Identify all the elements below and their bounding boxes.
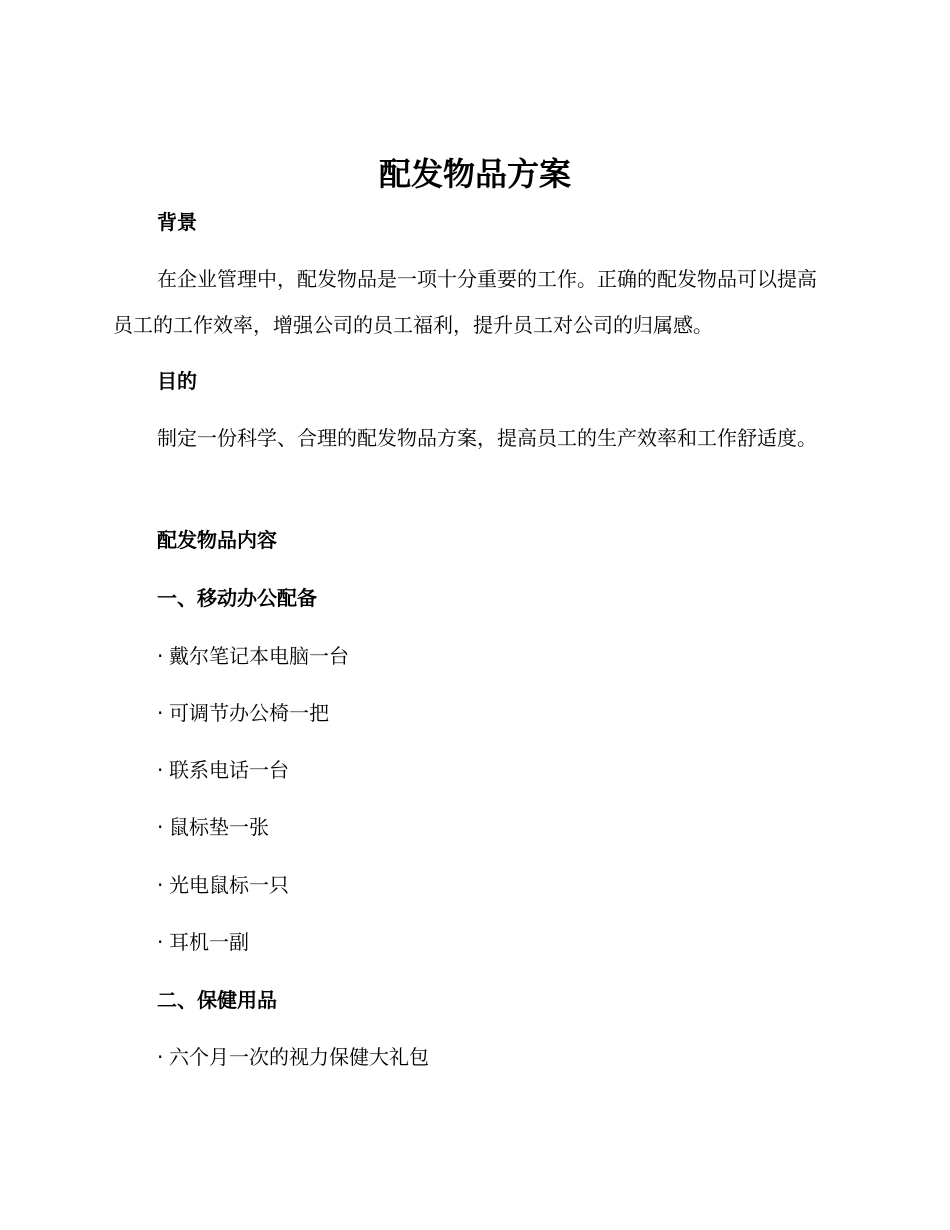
list-item	[157, 1042, 429, 1072]
bullet-icon: ·	[157, 1045, 164, 1069]
list-item	[157, 698, 329, 728]
list-item-text: 可调节办公椅一把	[169, 701, 329, 725]
list-item-text: 戴尔笔记本电脑一台	[169, 644, 349, 668]
list-item	[157, 870, 289, 900]
paragraph-purpose: 制定一份科学、合理的配发物品方案，提高员工的生产效率和工作舒适度。	[157, 426, 817, 450]
list-item-text: 鼠标垫一张	[169, 815, 269, 839]
list-item-text: 光电鼠标一只	[169, 873, 289, 897]
section-heading-background: 背景	[157, 210, 197, 234]
page-title: 配发物品方案	[378, 155, 571, 193]
subsection-heading-health: 二、保健用品	[157, 988, 277, 1012]
bullet-icon: ·	[157, 873, 164, 897]
list-item	[157, 812, 269, 842]
list-item	[157, 641, 349, 671]
list-item-text: 耳机一副	[169, 930, 249, 954]
list-item-text: 联系电话一台	[169, 758, 289, 782]
bullet-icon: ·	[157, 930, 164, 954]
section-heading-purpose: 目的	[157, 369, 197, 393]
section-heading-content: 配发物品内容	[157, 528, 277, 552]
bullet-icon: ·	[157, 815, 164, 839]
list-item	[157, 755, 289, 785]
subsection-heading-mobile-office: 一、移动办公配备	[157, 586, 317, 610]
bullet-icon: ·	[157, 644, 164, 668]
paragraph-background: 在企业管理中，配发物品是一项十分重要的工作。正确的配发物品可以提高员工的工作效率，增强公司的员工福利，提升员工对公司的归属感。	[113, 267, 817, 337]
bullet-icon: ·	[157, 758, 164, 782]
list-item	[157, 927, 249, 957]
bullet-icon: ·	[157, 701, 164, 725]
list-item-text: 六个月一次的视力保健大礼包	[169, 1045, 429, 1069]
